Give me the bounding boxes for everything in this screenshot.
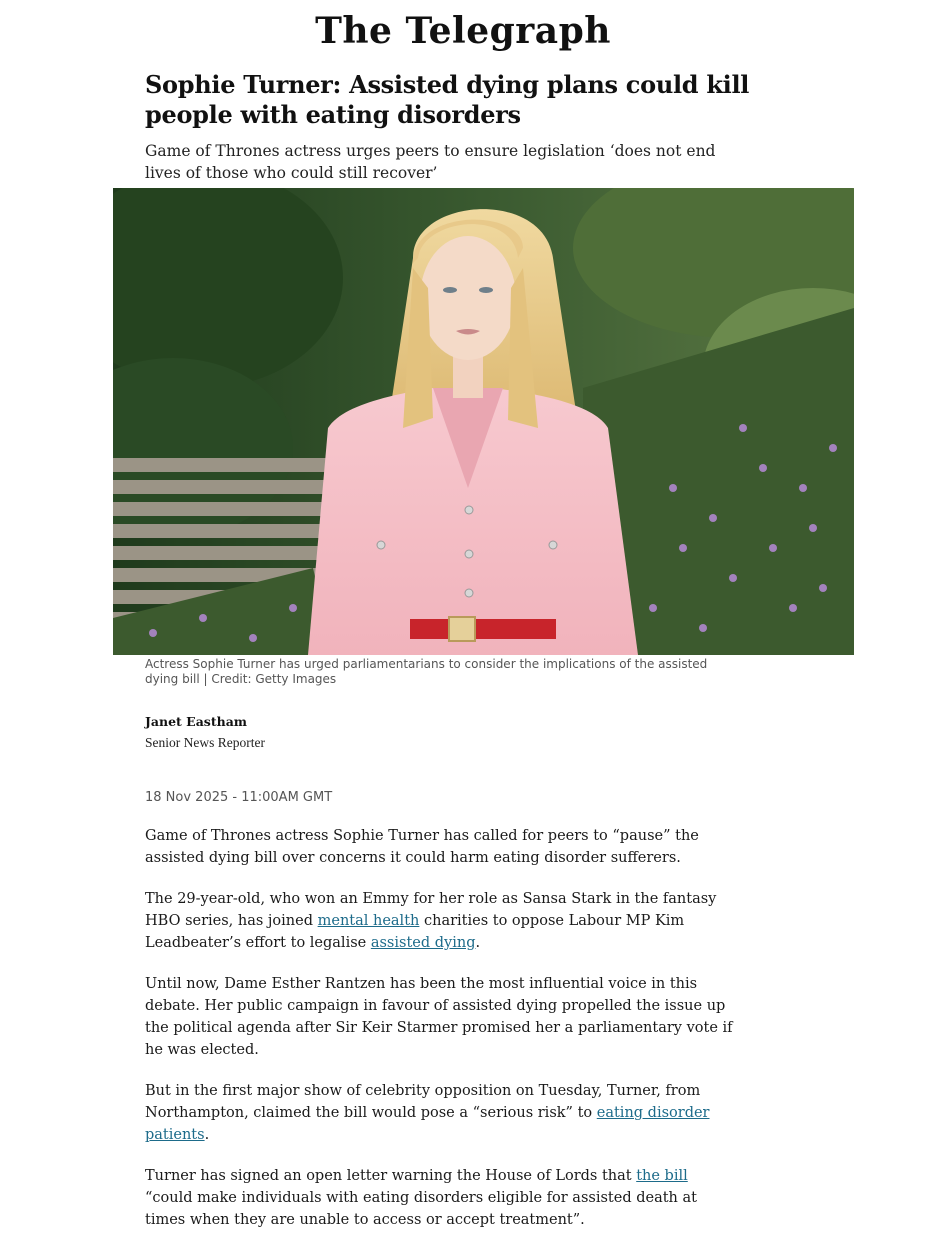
hero-image (113, 188, 854, 655)
author-role: Senior News Reporter (145, 735, 265, 750)
paragraph-2 (145, 888, 735, 954)
assisted-dying-link[interactable]: assisted dying (370, 935, 476, 951)
paragraph-5 (145, 1165, 735, 1231)
article-body (145, 825, 735, 1250)
image-caption: Actress Sophie Turner has urged parliamentarians to consider the implications of the assisted dying bill | Credit: Getty Images (145, 657, 708, 686)
paragraph-5-text-a: Turner has signed an open letter warning the House of Lords that (145, 1168, 637, 1184)
paragraph-2-text-b: charities to oppose Labour MP Kim Leadbeater’s effort to legalise (145, 913, 685, 951)
article-standfirst: Game of Thrones actress urges peers to ensure legislation ‘does not end lives of those who could still recover’ (145, 142, 716, 182)
eating-disorder-patients-link[interactable]: eating disorder patients (145, 1105, 710, 1143)
author-name[interactable]: Janet Eastham (145, 714, 248, 729)
mental-health-link[interactable]: mental health (317, 913, 420, 929)
the-bill-link[interactable]: the bill (636, 1168, 688, 1184)
paragraph-4-text-b: . (204, 1127, 210, 1143)
paragraph-3: Until now, Dame Esther Rantzen has been the most influential voice in this debate. Her public campaign in favour of assisted dying propelled the issue up the political agenda after Sir Keir Starmer promised her a parliamentary vote if he was elected. (145, 976, 733, 1058)
masthead-logo[interactable]: The Telegraph (315, 10, 611, 52)
publish-date: 18 Nov 2025 - 11:00AM GMT (145, 790, 333, 805)
paragraph-1: Game of Thrones actress Sophie Turner has called for peers to “pause” the assisted dying bill over concerns it could harm eating disorder sufferers. (145, 828, 699, 866)
paragraph-2-text-a: The 29-year-old, who won an Emmy for her role as Sansa Stark in the fantasy HBO series, has joined (145, 891, 717, 929)
paragraph-4-text-a: But in the first major show of celebrity opposition on Tuesday, Turner, from Northampton, claimed the bill would pose a “serious risk” to (145, 1083, 701, 1121)
paragraph-4 (145, 1080, 735, 1146)
paragraph-5-text-b: “could make individuals with eating disorders eligible for assisted death at times when they are unable to access or accept treatment”. (145, 1190, 697, 1228)
article-headline: Sophie Turner: Assisted dying plans could kill people with eating disorders (145, 70, 750, 129)
paragraph-2-text-c: . (475, 935, 481, 951)
